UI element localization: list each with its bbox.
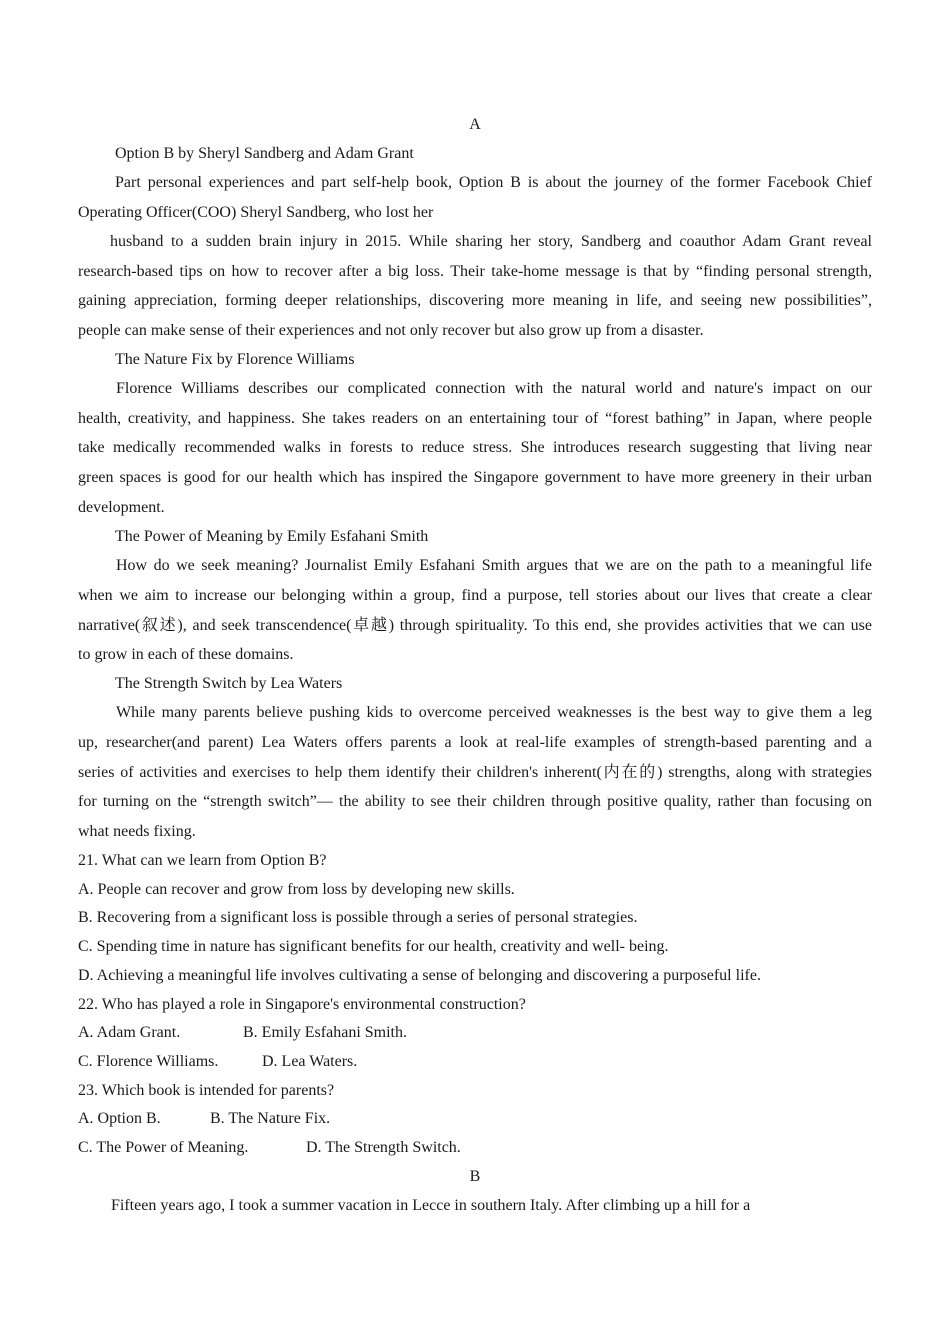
paragraph-line: husband to a sudden brain injury in 2015. While sharing her story, Sandberg and coauthor Adam Grant reveal <box>110 233 872 250</box>
paragraph-line: to grow in each of these domains. <box>78 646 294 663</box>
paragraph-line: for turning on the “strength switch”— the ability to see their children through positive quality, rather than focusing on <box>78 793 872 810</box>
question-23-option-a: A. Option B. <box>78 1110 161 1127</box>
question-23-option-c: C. The Power of Meaning. <box>78 1139 249 1156</box>
paragraph-line: How do we seek meaning? Journalist Emily Esfahani Smith argues that we are on the path to a meaningful life <box>116 557 872 574</box>
question-21-option-b: B. Recovering from a significant loss is possible through a series of personal strategies. <box>78 909 638 926</box>
paragraph-line: people can make sense of their experiences and not only recover but also grow up from a disaster. <box>78 322 704 339</box>
paragraph-line: Operating Officer(COO) Sheryl Sandberg, who lost her <box>78 204 434 221</box>
paragraph-line: take medically recommended walks in forests to reduce stress. She introduces research suggesting that living near <box>78 439 872 456</box>
section-a-heading: A <box>469 116 481 133</box>
question-23-option-d: D. The Strength Switch. <box>306 1139 461 1156</box>
paragraph-line: up, researcher(and parent) Lea Waters offers parents a look at real-life examples of strength-based parenting and a <box>78 734 872 751</box>
paragraph-line: health, creativity, and happiness. She takes readers on an entertaining tour of “forest bathing” in Japan, where people <box>78 410 872 427</box>
paragraph-line: series of activities and exercises to help them identify their children's inherent(内在的) strengths, along with strategies <box>78 764 872 781</box>
question-22-options-row-2 <box>78 1052 872 1072</box>
question-22-stem: 22. Who has played a role in Singapore's environmental construction? <box>78 996 526 1013</box>
section-b-first-line: Fifteen years ago, I took a summer vacation in Lecce in southern Italy. After climbing up a hill for a <box>111 1197 751 1214</box>
question-21-option-c: C. Spending time in nature has significant benefits for our health, creativity and well- being. <box>78 938 669 955</box>
question-23-stem: 23. Which book is intended for parents? <box>78 1082 335 1099</box>
question-22-option-d: D. Lea Waters. <box>262 1053 358 1070</box>
paragraph-line: green spaces is good for our health which has inspired the Singapore government to have more greenery in their urban <box>78 469 872 486</box>
question-23-option-b: B. The Nature Fix. <box>210 1110 331 1127</box>
book-title-power-of-meaning: The Power of Meaning by Emily Esfahani Smith <box>115 528 429 545</box>
paragraph-line: While many parents believe pushing kids to overcome perceived weaknesses is the best way to give them a leg <box>116 704 872 721</box>
question-21-option-d: D. Achieving a meaningful life involves cultivating a sense of belonging and discovering a purposeful life. <box>78 967 761 984</box>
paragraph-line: Part personal experiences and part self-help book, Option B is about the journey of the former Facebook Chief <box>115 174 872 191</box>
question-23-options-row-2 <box>78 1138 872 1158</box>
paragraph-line: narrative(叙述), and seek transcendence(卓越) through spirituality. To this end, she provides activities that we can use <box>78 617 872 634</box>
question-22-option-c: C. Florence Williams. <box>78 1053 219 1070</box>
paragraph-line: what needs fixing. <box>78 823 196 840</box>
section-b-heading: B <box>469 1168 481 1185</box>
paragraph-line: research-based tips on how to recover after a big loss. Their take-home message is that by “finding personal strength, <box>78 263 872 280</box>
question-22-option-a: A. Adam Grant. <box>78 1024 181 1041</box>
paragraph-line: Florence Williams describes our complicated connection with the natural world and nature's impact on our <box>116 380 872 397</box>
paragraph-line: gaining appreciation, forming deeper relationships, discovering more meaning in life, and seeing new possibilities”, <box>78 292 872 309</box>
question-22-option-b: B. Emily Esfahani Smith. <box>243 1024 407 1041</box>
paragraph-line: development. <box>78 499 165 516</box>
paragraph-line: when we aim to increase our belonging within a group, find a purpose, tell stories about our lives that create a clear <box>78 587 872 604</box>
book-title-strength-switch: The Strength Switch by Lea Waters <box>115 675 343 692</box>
book-title-nature-fix: The Nature Fix by Florence Williams <box>115 351 355 368</box>
question-23-options-row-1 <box>78 1109 872 1129</box>
question-22-options-row-1 <box>78 1023 872 1043</box>
question-21-option-a: A. People can recover and grow from loss by developing new skills. <box>78 881 515 898</box>
book-title-option-b: Option B by Sheryl Sandberg and Adam Grant <box>115 145 414 162</box>
question-21-stem: 21. What can we learn from Option B? <box>78 852 327 869</box>
